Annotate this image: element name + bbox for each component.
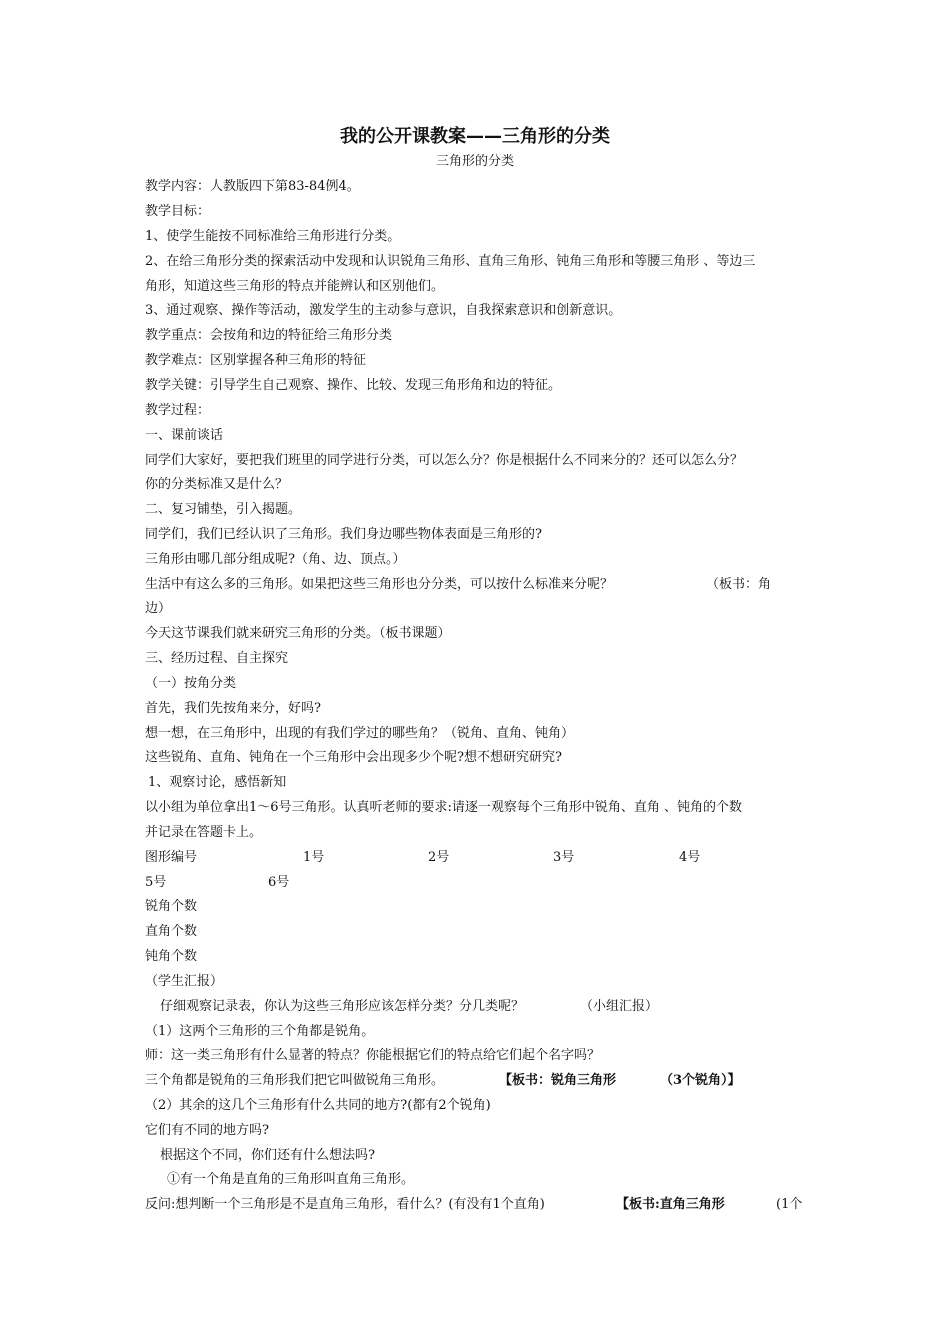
text-line: （学生汇报） — [145, 974, 224, 989]
text-line: 教学内容：人教版四下第83-84例4。 — [145, 179, 360, 194]
board-note: （板书：角 — [706, 577, 772, 592]
text-line: 生活中有这么多的三角形。如果把这些三角形也分分类，可以按什么标准来分呢？ — [145, 577, 614, 592]
table-header-cell: 2号 — [428, 850, 450, 865]
text-line: 3、通过观察、操作等活动，激发学生的主动参与意识，自我探索意识和创新意识。 — [145, 303, 622, 318]
section-heading: 二、复习铺垫，引入揭题。 — [145, 502, 302, 517]
text-line: 这些锐角、直角、钝角在一个三角形中会出现多少个呢?想不想研究研究? — [145, 750, 562, 765]
text-line: 教学关键：引导学生自己观察、操作、比较、发现三角形角和边的特征。 — [145, 378, 562, 393]
board-note: 【板书:直角三角形 — [616, 1197, 725, 1212]
text-line: 三个角都是锐角的三角形我们把它叫做锐角三角形。 — [145, 1073, 445, 1088]
table-row-label: 锐角个数 — [145, 899, 198, 914]
table-row-label: 直角个数 — [145, 924, 198, 939]
text-line: 今天这节课我们就来研究三角形的分类。（板书课题） — [145, 626, 451, 641]
table-header-cell: 4号 — [679, 850, 701, 865]
text-line: 以小组为单位拿出1～6号三角形。认真听老师的要求:请逐一观察每个三角形中锐角、直角 、钝角的个数 — [145, 800, 743, 815]
text-line: 1、使学生能按不同标准给三角形进行分类。 — [145, 229, 401, 244]
text-line: ①有一个角是直角的三角形叫直角三角形。 — [167, 1172, 415, 1187]
board-note: (1个 — [776, 1197, 803, 1212]
text-line: 教学过程： — [145, 403, 211, 418]
document-title: 我的公开课教案——三角形的分类 — [340, 126, 610, 147]
text-line: 首先，我们先按角来分，好吗? — [145, 701, 321, 716]
text-line: （1）这两个三角形的三个角都是锐角。 — [145, 1024, 375, 1039]
section-heading: 一、课前谈话 — [145, 428, 224, 443]
text-line: 同学们大家好，要把我们班里的同学进行分类，可以怎么分？你是根据什么不同来分的？还可以怎么分？ — [145, 453, 744, 468]
table-header-label: 图形编号 — [145, 850, 198, 865]
document-subtitle: 三角形的分类 — [435, 154, 514, 169]
text-line: 仔细观察记录表，你认为这些三角形应该怎样分类？分几类呢？ — [160, 999, 525, 1014]
text-line: 师：这一类三角形有什么显著的特点？你能根据它们的特点给它们起个名字吗？ — [145, 1048, 601, 1063]
subsection-heading: （一）按角分类 — [145, 676, 237, 691]
text-line: 想一想，在三角形中，出现的有我们学过的哪些角？（锐角、直角、钝角） — [145, 726, 575, 741]
table-header-cell: 5号 — [145, 875, 167, 890]
section-heading: 三、经历过程、自主探究 — [145, 651, 289, 666]
text-line: 教学难点：区别掌握各种三角形的特征 — [145, 353, 367, 368]
text-line: 教学重点：会按角和边的特征给三角形分类 — [145, 328, 393, 343]
text-line: 并记录在答题卡上。 — [145, 825, 263, 840]
board-note: （3个锐角）】 — [660, 1073, 741, 1088]
text-line: 教学目标： — [145, 204, 211, 219]
table-row-label: 钝角个数 — [145, 949, 198, 964]
text-line: 角形，知道这些三角形的特点并能辨认和区别他们。 — [145, 279, 445, 294]
text-line: （小组汇报） — [580, 999, 659, 1014]
text-line: 边） — [145, 601, 172, 616]
text-line: 2、在给三角形分类的探索活动中发现和认识锐角三角形、直角三角形、钝角三角形和等腰三角形 、等边三 — [145, 254, 756, 269]
text-line: 反问:想判断一个三角形是不是直角三角形，看什么？(有没有1个直角) — [145, 1197, 545, 1212]
board-note: 【板书：锐角三角形 — [499, 1073, 617, 1088]
text-line: 根据这个不同，你们还有什么想法吗? — [160, 1148, 375, 1163]
table-header-cell: 6号 — [268, 875, 290, 890]
table-header-cell: 1号 — [303, 850, 325, 865]
text-line: （2）其余的这几个三角形有什么共同的地方?(都有2个锐角) — [145, 1098, 491, 1113]
text-line: 同学们，我们已经认识了三角形。我们身边哪些物体表面是三角形的? — [145, 527, 542, 542]
text-line: 它们有不同的地方吗? — [145, 1123, 269, 1138]
text-line: 你的分类标准又是什么？ — [145, 477, 289, 492]
text-line: 三角形由哪几部分组成呢?（角、边、顶点。） — [145, 552, 406, 567]
table-header-cell: 3号 — [553, 850, 575, 865]
subsection-heading: 1、观察讨论，感悟新知 — [148, 775, 287, 790]
